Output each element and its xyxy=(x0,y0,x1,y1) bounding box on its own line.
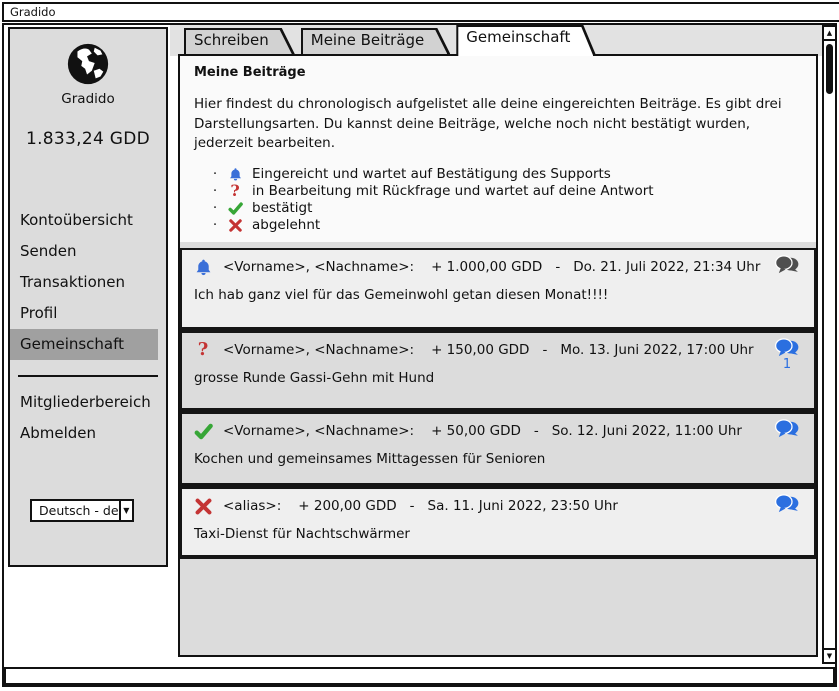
contribution-author: <Vorname>, <Nachname>: xyxy=(223,259,415,275)
contributions-list xyxy=(180,242,816,655)
section-intro-text: Hier findest du chronologisch aufgelistet alle deine eingereichten Beiträge. Es gibt drei Darstellungsarten. Du kannst deine Beiträge, welche noch nicht bestätigt wurden, jederzeit bearbeiten. xyxy=(194,96,782,152)
chat-button[interactable] xyxy=(773,255,801,275)
question-icon: ? xyxy=(197,339,209,360)
sidebar-secondary-item-label: Abmelden xyxy=(20,424,97,442)
contribution-separator: - xyxy=(409,498,415,514)
balance-amount: 1.833,24 GDD xyxy=(25,129,151,149)
check-icon xyxy=(226,200,244,216)
language-select-value: Deutsch - de xyxy=(39,503,119,518)
cross-icon xyxy=(226,217,244,233)
contribution-text: Kochen und gemeinsames Mittagessen für Senioren xyxy=(194,451,546,467)
contribution-separator: - xyxy=(542,342,548,358)
app-window xyxy=(2,23,837,687)
legend-text: Eingereicht und wartet auf Bestätigung des Supports xyxy=(252,166,611,183)
contribution-author: <Vorname>, <Nachname>: xyxy=(223,423,415,439)
contribution-separator: - xyxy=(555,259,561,275)
sidebar-secondary-item-label: Mitgliederbereich xyxy=(20,393,151,411)
contribution-card[interactable] xyxy=(180,331,816,412)
legend-bullet: · xyxy=(212,183,218,200)
tab[interactable] xyxy=(301,28,451,54)
vertical-scrollbar[interactable] xyxy=(822,25,837,664)
contribution-header xyxy=(192,496,802,516)
sidebar-secondary-item[interactable] xyxy=(10,387,166,418)
legend-item xyxy=(212,217,800,234)
contribution-header xyxy=(192,339,802,372)
scroll-up-icon[interactable]: ▲ xyxy=(824,27,835,41)
contribution-header xyxy=(192,421,802,441)
bell-icon xyxy=(226,166,244,182)
cross-icon xyxy=(192,496,214,516)
legend-bullet: · xyxy=(212,217,218,234)
contribution-card[interactable] xyxy=(180,487,816,559)
horizontal-scrollbar[interactable] xyxy=(4,667,835,685)
question-icon: ? xyxy=(230,181,240,201)
chat-icon xyxy=(773,338,801,358)
sidebar-divider xyxy=(18,375,158,377)
contribution-author: <Vorname>, <Nachname>: xyxy=(223,342,415,358)
window-titlebar xyxy=(2,2,839,22)
contribution-date: So. 12. Juni 2022, 11:00 Uhr xyxy=(551,423,742,439)
globe-icon xyxy=(65,41,111,87)
contribution-header xyxy=(192,257,802,277)
chat-icon xyxy=(773,255,801,275)
contribution-amount: + 150,00 GDD xyxy=(431,342,530,358)
sidebar-nav-item[interactable] xyxy=(10,329,158,360)
sidebar-nav-item[interactable] xyxy=(10,205,166,236)
legend-text: abgelehnt xyxy=(252,217,321,234)
legend-bullet: · xyxy=(212,166,218,183)
sidebar-nav-item[interactable] xyxy=(10,267,166,298)
sidebar-nav-item[interactable] xyxy=(10,298,166,329)
panel-intro-section xyxy=(180,56,816,242)
scroll-down-icon[interactable]: ▼ xyxy=(824,648,835,662)
legend-text: bestätigt xyxy=(252,200,313,217)
sidebar-nav xyxy=(10,205,166,449)
chat-button[interactable] xyxy=(773,338,801,372)
sidebar-nav-item-label: Profil xyxy=(20,304,58,322)
tab[interactable] xyxy=(184,28,295,54)
tab[interactable] xyxy=(456,25,596,56)
contribution-date: Mo. 13. Juni 2022, 17:00 Uhr xyxy=(560,342,754,358)
legend-text: in Bearbeitung mit Rückfrage und wartet auf deine Antwort xyxy=(252,183,654,200)
contribution-card[interactable] xyxy=(180,248,816,331)
chat-button[interactable] xyxy=(773,419,801,439)
contribution-separator: - xyxy=(533,423,539,439)
sidebar-secondary-item[interactable] xyxy=(10,418,166,449)
contribution-date: Sa. 11. Juni 2022, 23:50 Uhr xyxy=(427,498,618,514)
sidebar-nav-item-label: Kontoübersicht xyxy=(20,211,133,229)
contribution-amount: + 1.000,00 GDD xyxy=(431,259,543,275)
sidebar-nav-item-label: Senden xyxy=(20,242,77,260)
contribution-amount: + 50,00 GDD xyxy=(431,423,521,439)
window-title: Gradido xyxy=(10,5,56,19)
sidebar-nav-item[interactable] xyxy=(10,236,166,267)
contribution-text: Ich hab ganz viel für das Gemeinwohl getan diesen Monat!!!! xyxy=(194,287,609,303)
contribution-date: Do. 21. Juli 2022, 21:34 Uhr xyxy=(573,259,761,275)
bell-icon xyxy=(192,257,214,277)
sidebar xyxy=(8,27,168,567)
chat-count: 1 xyxy=(782,357,792,372)
tab-bar xyxy=(184,27,596,56)
dropdown-arrow-icon[interactable]: ▼ xyxy=(119,501,132,520)
chat-icon xyxy=(773,419,801,439)
tab-label: Meine Beiträge xyxy=(310,31,425,49)
content-panel xyxy=(178,54,818,657)
chat-button[interactable] xyxy=(773,494,801,514)
legend-bullet: · xyxy=(212,200,218,217)
contribution-card[interactable] xyxy=(180,412,816,487)
tab-label: Schreiben xyxy=(194,31,269,49)
legend-item xyxy=(212,166,800,183)
legend-item xyxy=(212,183,800,200)
chat-icon xyxy=(773,494,801,514)
contribution-text: grosse Runde Gassi-Gehn mit Hund xyxy=(194,370,435,386)
section-heading: Meine Beiträge xyxy=(194,65,306,80)
language-select[interactable] xyxy=(30,499,134,522)
tab-label: Gemeinschaft xyxy=(466,28,571,46)
contribution-text: Taxi-Dienst für Nachtschwärmer xyxy=(194,526,410,542)
status-legend xyxy=(212,166,800,234)
logo-label: Gradido xyxy=(61,91,115,107)
contribution-author: <alias>: xyxy=(223,498,282,514)
check-icon xyxy=(192,421,214,441)
contribution-amount: + 200,00 GDD xyxy=(298,498,397,514)
sidebar-nav-item-label: Gemeinschaft xyxy=(20,335,125,353)
scrollbar-thumb[interactable] xyxy=(826,44,833,94)
legend-item xyxy=(212,200,800,217)
sidebar-nav-item-label: Transaktionen xyxy=(20,273,125,291)
